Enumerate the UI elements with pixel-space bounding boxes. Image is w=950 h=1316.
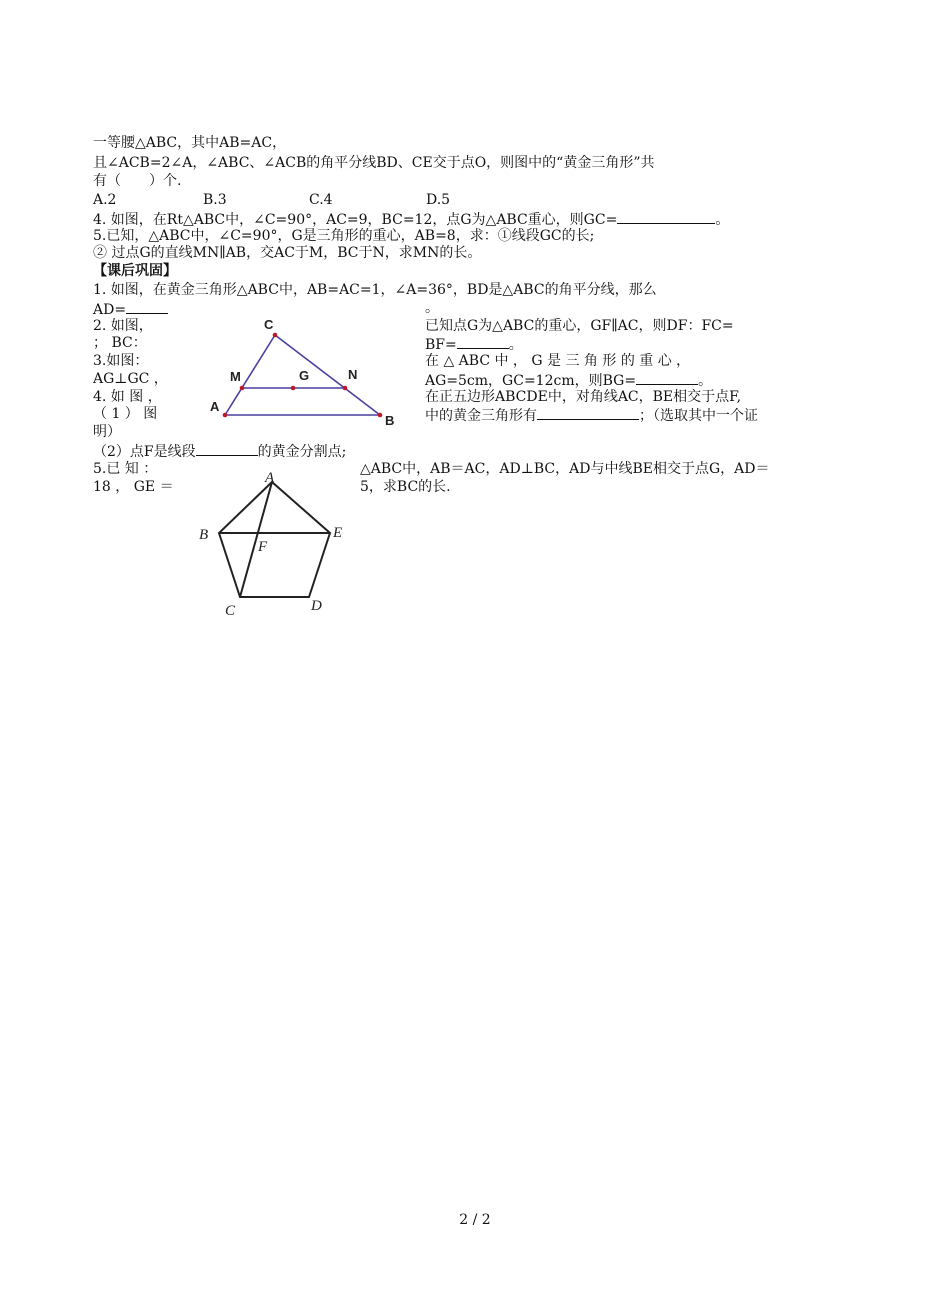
label-b: B: [199, 527, 209, 543]
answer-blank[interactable]: [196, 442, 258, 456]
homework-3b-right: [425, 371, 712, 389]
page-number: 2 / 2: [459, 1212, 491, 1228]
h4b-end: ；（选取其中一个证: [639, 408, 758, 424]
h1b-text: AD=: [93, 302, 127, 318]
homework-4d: [93, 442, 346, 460]
label-a: A: [265, 470, 275, 486]
label-e: E: [333, 525, 343, 541]
triangle-mgn-figure: [205, 315, 410, 430]
homework-5b-left: 18 ， GE ＝: [93, 479, 174, 495]
question-5a: 5.已知，△ABC中，∠C=90°，G是三角形的重心，AB=8，求：①线段GC的长;: [93, 228, 595, 244]
answer-blank[interactable]: [457, 335, 509, 349]
question-4: [93, 210, 729, 228]
homework-2a-left: 2. 如图，: [93, 318, 153, 334]
option-c: C.4: [309, 192, 333, 208]
homework-2b-left: ； BC：: [93, 335, 147, 351]
homework-4b-right: [425, 406, 758, 424]
label-c: C: [225, 603, 236, 619]
pentagon-figure: [190, 470, 355, 620]
homework-2b-right: [425, 335, 523, 353]
h4d-text: （2）点F是线段: [93, 444, 196, 460]
q4-end: 。: [715, 212, 730, 228]
h2b-text: BF=: [425, 337, 457, 353]
label-n: N: [348, 367, 358, 382]
homework-1b: [93, 300, 168, 318]
answer-blank[interactable]: [617, 210, 715, 224]
label-b: B: [385, 413, 395, 428]
option-a: A.2: [93, 192, 117, 208]
homework-3b-left: AG⊥GC ，: [93, 371, 168, 387]
text-line: 一等腰△ABC，其中AB=AC，: [93, 135, 287, 151]
homework-4c: 明）: [93, 424, 121, 440]
q4-text: 4. 如图，在Rt△ABC中，∠C=90°，AC=9，BC=12，点G为△ABC重心，则GC=: [93, 212, 618, 228]
h4b-text: 中的黄金三角形有: [425, 408, 537, 424]
homework-5a-right: △ABC中，AB＝AC，AD⊥BC，AD与中线BE相交于点G，AD＝: [360, 461, 770, 477]
h1-end: 。: [425, 300, 439, 316]
homework-4b-left: （ 1 ） 图: [93, 406, 158, 422]
label-d: D: [311, 598, 322, 614]
homework-3a-left: 3.如图：: [93, 353, 149, 369]
h3b-text: AG=5cm，GC=12cm，则BG=: [425, 373, 637, 389]
text-line: 且∠ACB=2∠A，∠ABC、∠ACB的角平分线BD、CE交于点O，则图中的“黄金三角形”共: [93, 155, 655, 171]
option-d: D.5: [426, 192, 451, 208]
answer-blank[interactable]: [126, 300, 168, 314]
label-g: G: [299, 368, 310, 383]
label-c: C: [264, 317, 274, 332]
homework-4a-right: 在正五边形ABCDE中，对角线AC，BE相交于点F,: [425, 389, 742, 405]
homework-4a-left: 4. 如 图 ，: [93, 389, 162, 405]
homework-2a-right: 已知点G为△ABC的重心，GF∥AC，则DF：FC=: [425, 318, 734, 334]
homework-3a-right: 在 △ ABC 中 ， G 是 三 角 形 的 重 心 ，: [425, 353, 691, 369]
homework-5a-left: 5.已 知 ：: [93, 461, 158, 477]
text-line: 有（ ）个.: [93, 173, 182, 189]
answer-blank[interactable]: [636, 371, 698, 385]
h4d-end: 的黄金分割点;: [257, 444, 347, 460]
label-a: A: [210, 399, 220, 414]
section-heading: 【课后巩固】: [93, 263, 177, 279]
question-5b: ② 过点G的直线MN∥AB，交AC于M，BC于N，求MN的长。: [93, 245, 482, 261]
homework-5b-right: 5，求BC的长.: [360, 479, 451, 495]
label-m: M: [230, 369, 241, 384]
h2b-end: 。: [508, 337, 523, 353]
h3b-end: 。: [698, 373, 713, 389]
homework-1a: 1. 如图，在黄金三角形△ABC中，AB=AC=1，∠A=36°，BD是△ABC的角平分线，那么: [93, 282, 657, 298]
answer-blank[interactable]: [537, 406, 639, 420]
label-f: F: [258, 539, 268, 555]
option-b: B.3: [203, 192, 227, 208]
